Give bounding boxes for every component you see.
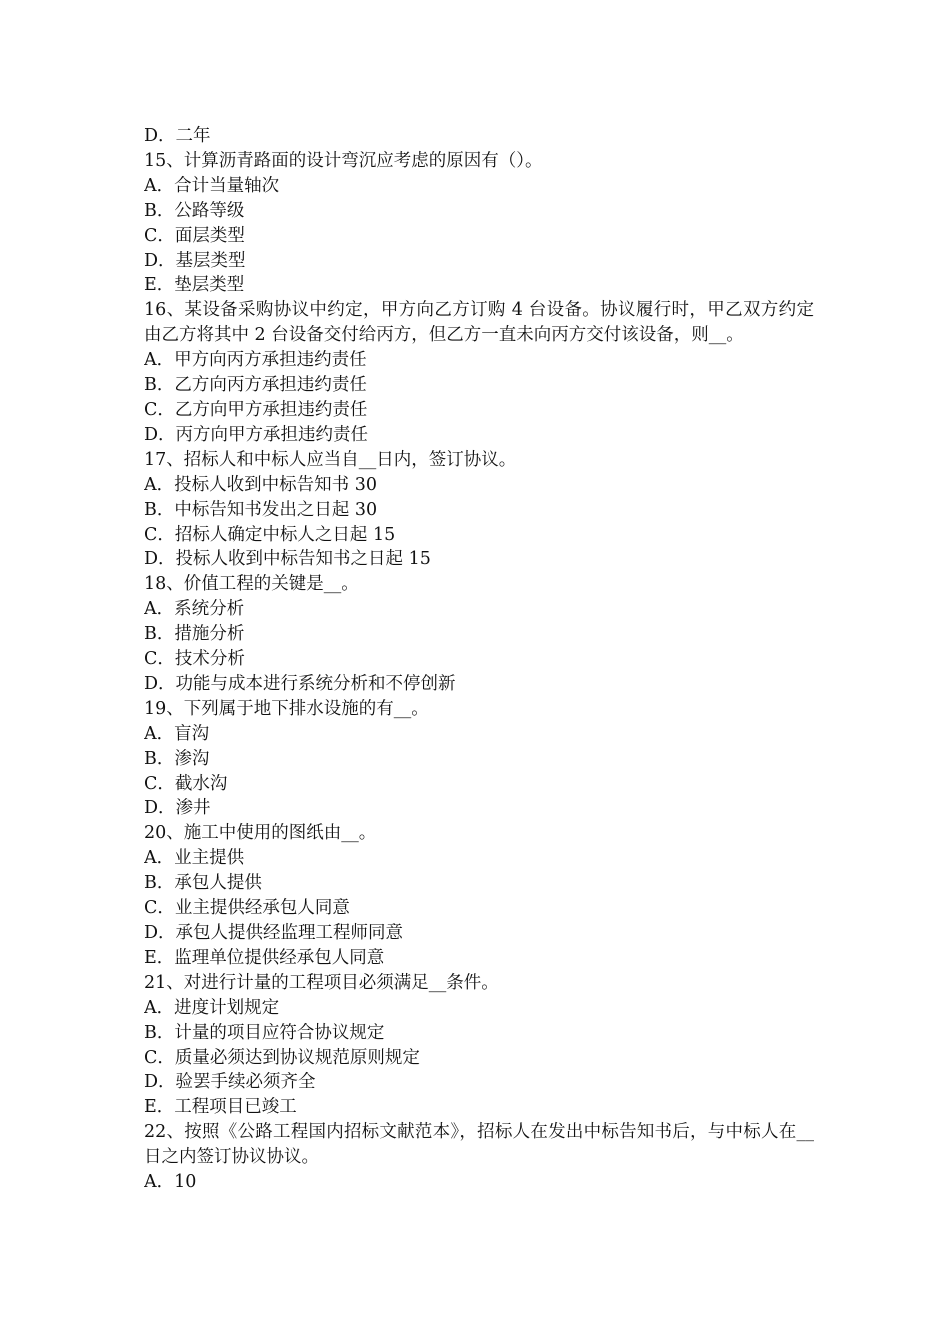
option-18-c: C．技术分析 [144,649,245,670]
option-19-a: A．盲沟 [144,723,210,744]
option-21-e: E．工程项目已竣工 [144,1097,297,1118]
option-15-d: D．基层类型 [144,250,246,271]
option-15-a: A．合计当量轴次 [144,175,280,196]
option-18-d: D．功能与成本进行系统分析和不停创新 [144,673,456,694]
option-20-c: C．业主提供经承包人同意 [144,898,350,919]
option-16-b: B．乙方向丙方承担违约责任 [144,375,367,396]
question-16: 16、某设备采购协议中约定，甲方向乙方订购 4 台设备。协议履行时，甲乙双方约定由乙方将其中 2 台设备交付给丙方，但乙方一直未向丙方交付该设备，则__。 [144,300,814,346]
option-20-b: B．承包人提供 [144,873,262,894]
option-15-c: C．面层类型 [144,225,245,246]
question-20: 20、施工中使用的图纸由__。 [144,823,377,844]
option-21-b: B．计量的项目应符合协议规定 [144,1022,385,1043]
option-20-e: E．监理单位提供经承包人同意 [144,947,385,968]
option-19-d: D．渗井 [144,798,211,819]
option-17-c: C．招标人确定中标人之日起 15 [144,524,396,545]
option-22-a: A．10 [144,1172,197,1193]
question-21: 21、对进行计量的工程项目必须满足__条件。 [144,972,499,993]
option-20-a: A．业主提供 [144,848,245,869]
option-21-a: A．进度计划规定 [144,997,280,1018]
question-19: 19、下列属于地下排水设施的有__。 [144,698,429,719]
option-19-c: C．截水沟 [144,773,228,794]
option-15-b: B．公路等级 [144,200,245,221]
option-17-d: D．投标人收到中标告知书之日起 15 [144,549,431,570]
document-body [144,124,814,1195]
option-17-a: A．投标人收到中标告知书 30 [144,474,377,495]
option-15-e: E．垫层类型 [144,275,245,296]
option-16-a: A．甲方向丙方承担违约责任 [144,350,367,371]
option-16-c: C．乙方向甲方承担违约责任 [144,399,368,420]
option-20-d: D．承包人提供经监理工程师同意 [144,923,404,943]
question-15: 15、计算沥青路面的设计弯沉应考虑的原因有（）。 [144,150,543,171]
option-21-d: D．验罢手续必须齐全 [144,1072,316,1093]
question-22: 22、按照《公路工程国内招标文献范本》，招标人在发出中标告知书后，与中标人在__日之内签订协议协议。 [144,1122,814,1168]
option-17-b: B．中标告知书发出之日起 30 [144,499,378,520]
option-16-d: D．丙方向甲方承担违约责任 [144,424,369,445]
option-19-b: B．渗沟 [144,748,210,769]
option-14-d: D．二年 [144,126,211,146]
option-18-a: A．系统分析 [144,599,245,620]
option-18-b: B．措施分析 [144,624,245,645]
question-17: 17、招标人和中标人应当自__日内，签订协议。 [144,449,517,470]
question-18: 18、价值工程的关键是__。 [144,574,359,595]
option-21-c: C．质量必须达到协议规范原则规定 [144,1047,420,1068]
